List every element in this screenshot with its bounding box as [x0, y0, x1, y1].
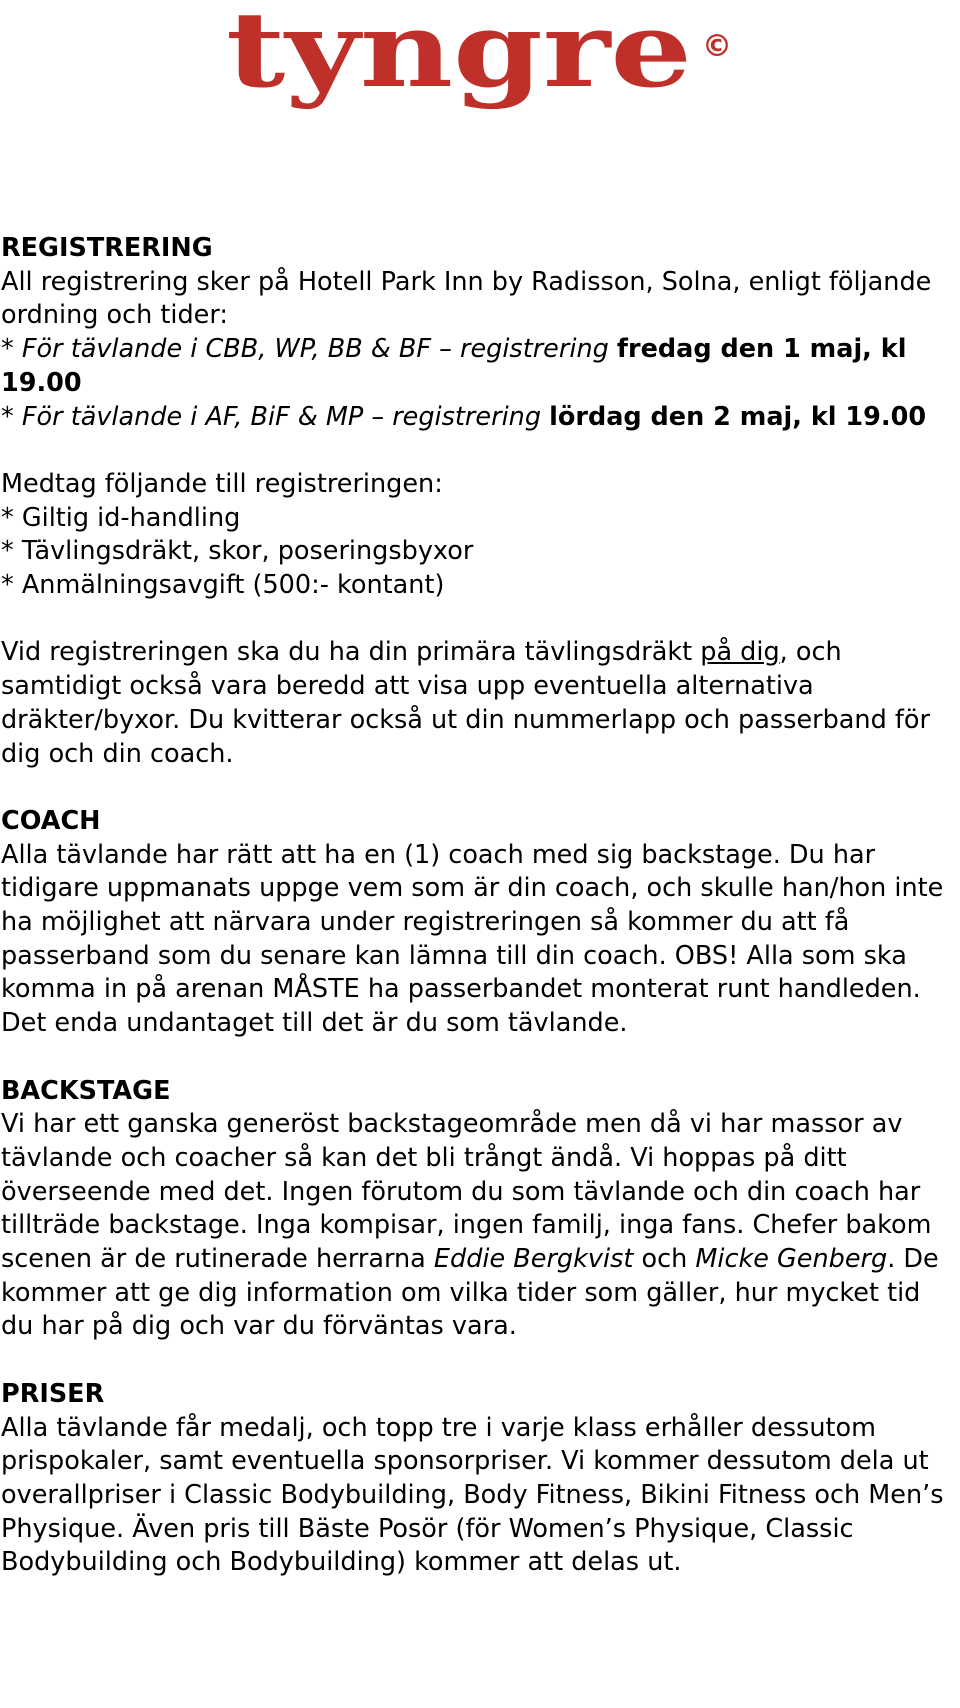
section-backstage [1, 1075, 959, 1345]
registrering-intro: All registrering sker på Hotell Park Inn by Radisson, Solna, enligt följande ordning och tider: [1, 266, 932, 331]
registrering-line2-date: lördag den 2 maj, kl 19.00 [549, 401, 927, 432]
registrering-line2-prefix: * För tävlande i AF, BiF & MP – registrering [1, 401, 550, 432]
section-medtag [1, 468, 959, 603]
backstage-name-eddie: Eddie Bergkvist [433, 1244, 634, 1275]
copyright-icon: © [702, 29, 732, 64]
heading-backstage: BACKSTAGE [1, 1075, 171, 1106]
vid-text-after: , och samtidigt också vara beredd att visa upp eventuella alternativa dräkter/byxor. Du kvitterar också ut din nummerlapp och passerband för dig och din coach. [1, 637, 930, 769]
heading-registrering: REGISTRERING [1, 233, 213, 263]
logo-text: tyngre [226, 0, 692, 111]
medtag-item: * Anmälningsavgift (500:- kontant) [1, 570, 445, 601]
registrering-line1-prefix: * För tävlande i CBB, WP, BB & BF – registrering [1, 334, 617, 365]
section-vid-registreringen [1, 636, 959, 771]
heading-coach: COACH [1, 805, 101, 836]
backstage-and: och [633, 1244, 696, 1275]
document-body [1, 232, 959, 1614]
coach-text: Alla tävlande har rätt att ha en (1) coach med sig backstage. Du har tidigare uppmanats uppge vem som är din coach, och skulle han/hon inte ha möjlighet att närvara under registreringen så kommer du att få passerband som du senare kan lämna till din coach. OBS! Alla som ska komma in på arenan MÅSTE ha passerbandet monterat runt handleden. Det enda undantaget till det är du som tävlande. [1, 839, 944, 1039]
priser-text: Alla tävlande får medalj, och topp tre i varje klass erhåller dessutom prispokaler, samt eventuella sponsorpriser. Vi kommer dessutom dela ut overallpriser i Classic Bodybuilding, Body Fitness, Bikini Fitness och Men’s Physique. Även pris till Bäste Posör (för Women’s Physique, Classic Bodybuilding och Bodybuilding) kommer att delas ut. [1, 1412, 944, 1578]
backstage-text-1: Vi har ett ganska generöst backstageområde men då vi har massor av tävlande och coacher så kan det bli trångt ändå. Vi hoppas på ditt överseende med det. Ingen förutom du som tävlande och din coach har tillträde backstage. Inga kompisar, ingen familj, inga fans. Chefer bakom scenen är de rutinerade herrarna [1, 1109, 932, 1275]
section-coach [1, 805, 959, 1041]
registrering-line1-date: fredag den 1 maj, kl 19.00 [1, 334, 907, 398]
backstage-text-2: . De kommer att ge dig information om vilka tider som gäller, hur mycket tid du har på dig och var du förväntas vara. [1, 1244, 939, 1342]
medtag-item: * Tävlingsdräkt, skor, poseringsbyxor [1, 536, 474, 567]
section-registrering [1, 232, 959, 434]
medtag-item: * Giltig id-handling [1, 502, 241, 533]
section-priser [1, 1378, 959, 1580]
backstage-name-micke: Micke Genberg [695, 1244, 888, 1275]
tyngre-logo [226, 0, 736, 122]
heading-priser: PRISER [1, 1378, 105, 1409]
medtag-intro: Medtag följande till registreringen: [1, 468, 443, 499]
vid-text-before: Vid registreringen ska du ha din primära tävlingsdräkt [1, 637, 701, 668]
vid-text-underlined: på dig [700, 637, 780, 668]
